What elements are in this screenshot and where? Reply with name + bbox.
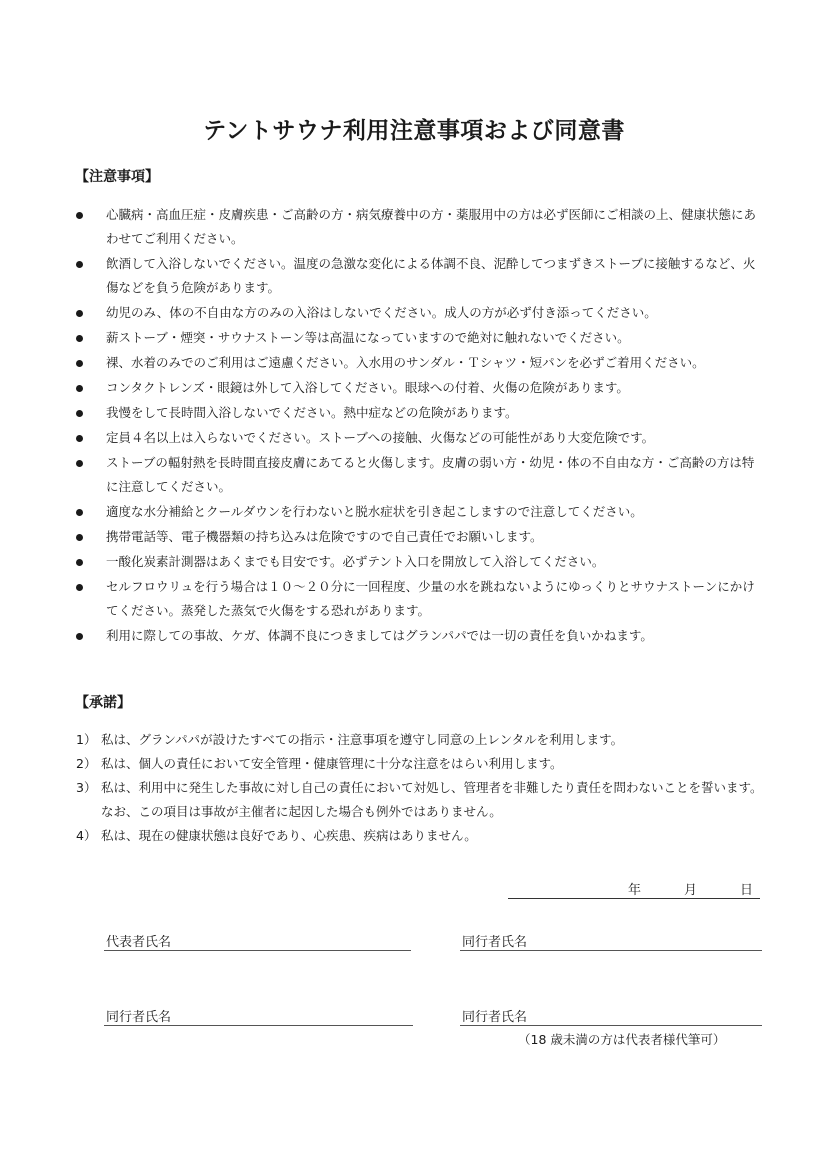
caution-item [76,624,766,648]
bullet-icon [76,212,83,219]
consent-text: 私は、利用中に発生した事故に対し自己の責任において対処し、管理者を非難したり責任を問わないことを誓います。なお、この項目は事故が主催者に起因した場合も例外ではありません。 [101,780,763,819]
caution-item [76,326,766,350]
caution-text: 適度な水分補給とクールダウンを行わないと脱水症状を引き起こしますので注意してください。 [106,504,643,519]
proxy-signature-note: （18 歳未満の方は代表者様代筆可） [518,1032,726,1047]
bullet-icon [76,584,83,591]
caution-item [76,401,766,425]
consent-item [76,776,770,824]
caution-item [76,426,766,450]
consent-number: 4） [76,828,97,843]
consent-heading: 【承諾】 [75,695,131,711]
bullet-icon [76,310,83,317]
representative-name-label: 代表者氏名 [106,935,172,950]
bullet-icon [76,335,83,342]
cautions-list [76,203,766,649]
caution-item [76,575,766,623]
consent-item [76,728,770,752]
caution-item [76,500,766,524]
companion-name-field-3[interactable] [460,1005,762,1026]
bullet-icon [76,360,83,367]
companion-name-label: 同行者氏名 [462,935,528,950]
caution-text: 我慢をして長時間入浴しないでください。熱中症などの危険があります。 [106,405,518,420]
caution-text: 一酸化炭素計測器はあくまでも目安です。必ずテント入口を開放して入浴してください。 [106,554,605,569]
caution-item [76,451,766,499]
caution-text: 定員４名以上は入らないでください。ストーブへの接触、火傷などの可能性があり大変危険です。 [106,430,655,445]
caution-text: 利用に際しての事故、ケガ、体調不良につきましてはグランパパでは一切の責任を負いかねます。 [106,628,653,643]
caution-text: 携帯電話等、電子機器類の持ち込みは危険ですので自己責任でお願いします。 [106,529,543,544]
companion-name-field-1[interactable] [460,930,762,951]
bullet-icon [76,410,83,417]
bullet-icon [76,460,83,467]
date-month-label: 月 [684,883,698,898]
date-field[interactable] [508,878,760,899]
date-day-label: 日 [740,883,754,898]
caution-text: 心臓病・高血圧症・皮膚疾患・ご高齢の方・病気療養中の方・薬服用中の方は必ず医師にご相談の上、健康状態にあわせてご利用ください。 [106,207,757,246]
bullet-icon [76,559,83,566]
bullet-icon [76,435,83,442]
companion-name-field-2[interactable] [104,1005,413,1026]
caution-text: 裸、水着のみでのご利用はご遠慮ください。入水用のサンダル・Ｔシャツ・短パンを必ずご着用ください。 [106,355,705,370]
caution-item [76,301,766,325]
caution-text: セルフロウリュを行う場合は１０～２０分に一回程度、少量の水を跳ねないようにゆっくりとサウナストーンにかけてください。蒸発した蒸気で火傷をする恐れがあります。 [106,579,755,618]
consent-number: 1） [76,732,97,747]
caution-item [76,525,766,549]
caution-text: 飲酒して入浴しないでください。温度の急激な変化による体調不良、泥酔してつまずきストーブに接触するなど、火傷などを負う危険があります。 [106,256,756,295]
companion-name-label: 同行者氏名 [462,1010,528,1025]
caution-text: コンタクトレンズ・眼鏡は外して入浴してください。眼球への付着、火傷の危険があります。 [106,380,629,395]
bullet-icon [76,534,83,541]
representative-name-field[interactable] [104,930,411,951]
caution-item [76,203,766,251]
consent-item [76,752,770,776]
bullet-icon [76,261,83,268]
caution-text: 幼児のみ、体の不自由な方のみの入浴はしないでください。成人の方が必ず付き添ってください。 [106,305,657,320]
caution-item [76,550,766,574]
consent-number: 3） [76,780,97,795]
caution-text: ストーブの輻射熱を長時間直接皮膚にあてると火傷します。皮膚の弱い方・幼児・体の不自由な方・ご高齢の方は特に注意してください。 [106,455,755,494]
consent-item [76,824,770,848]
caution-item [76,252,766,300]
consent-text: 私は、個人の責任において安全管理・健康管理に十分な注意をはらい利用します。 [101,756,563,771]
bullet-icon [76,509,83,516]
consent-number: 2） [76,756,97,771]
consent-text: 私は、グランパパが設けたすべての指示・注意事項を遵守し同意の上レンタルを利用します。 [101,732,624,747]
date-year-label: 年 [628,883,642,898]
document-title: テントサウナ利用注意事項および同意書 [203,118,625,144]
companion-name-label: 同行者氏名 [106,1010,172,1025]
cautions-heading: 【注意事項】 [75,169,159,185]
caution-text: 薪ストーブ・煙突・サウナストーン等は高温になっていますので絶対に触れないでください。 [106,330,630,345]
caution-item [76,351,766,375]
consent-list [76,728,770,848]
bullet-icon [76,385,83,392]
bullet-icon [76,633,83,640]
caution-item [76,376,766,400]
consent-text: 私は、現在の健康状態は良好であり、心疾患、疾病はありません。 [101,828,477,843]
